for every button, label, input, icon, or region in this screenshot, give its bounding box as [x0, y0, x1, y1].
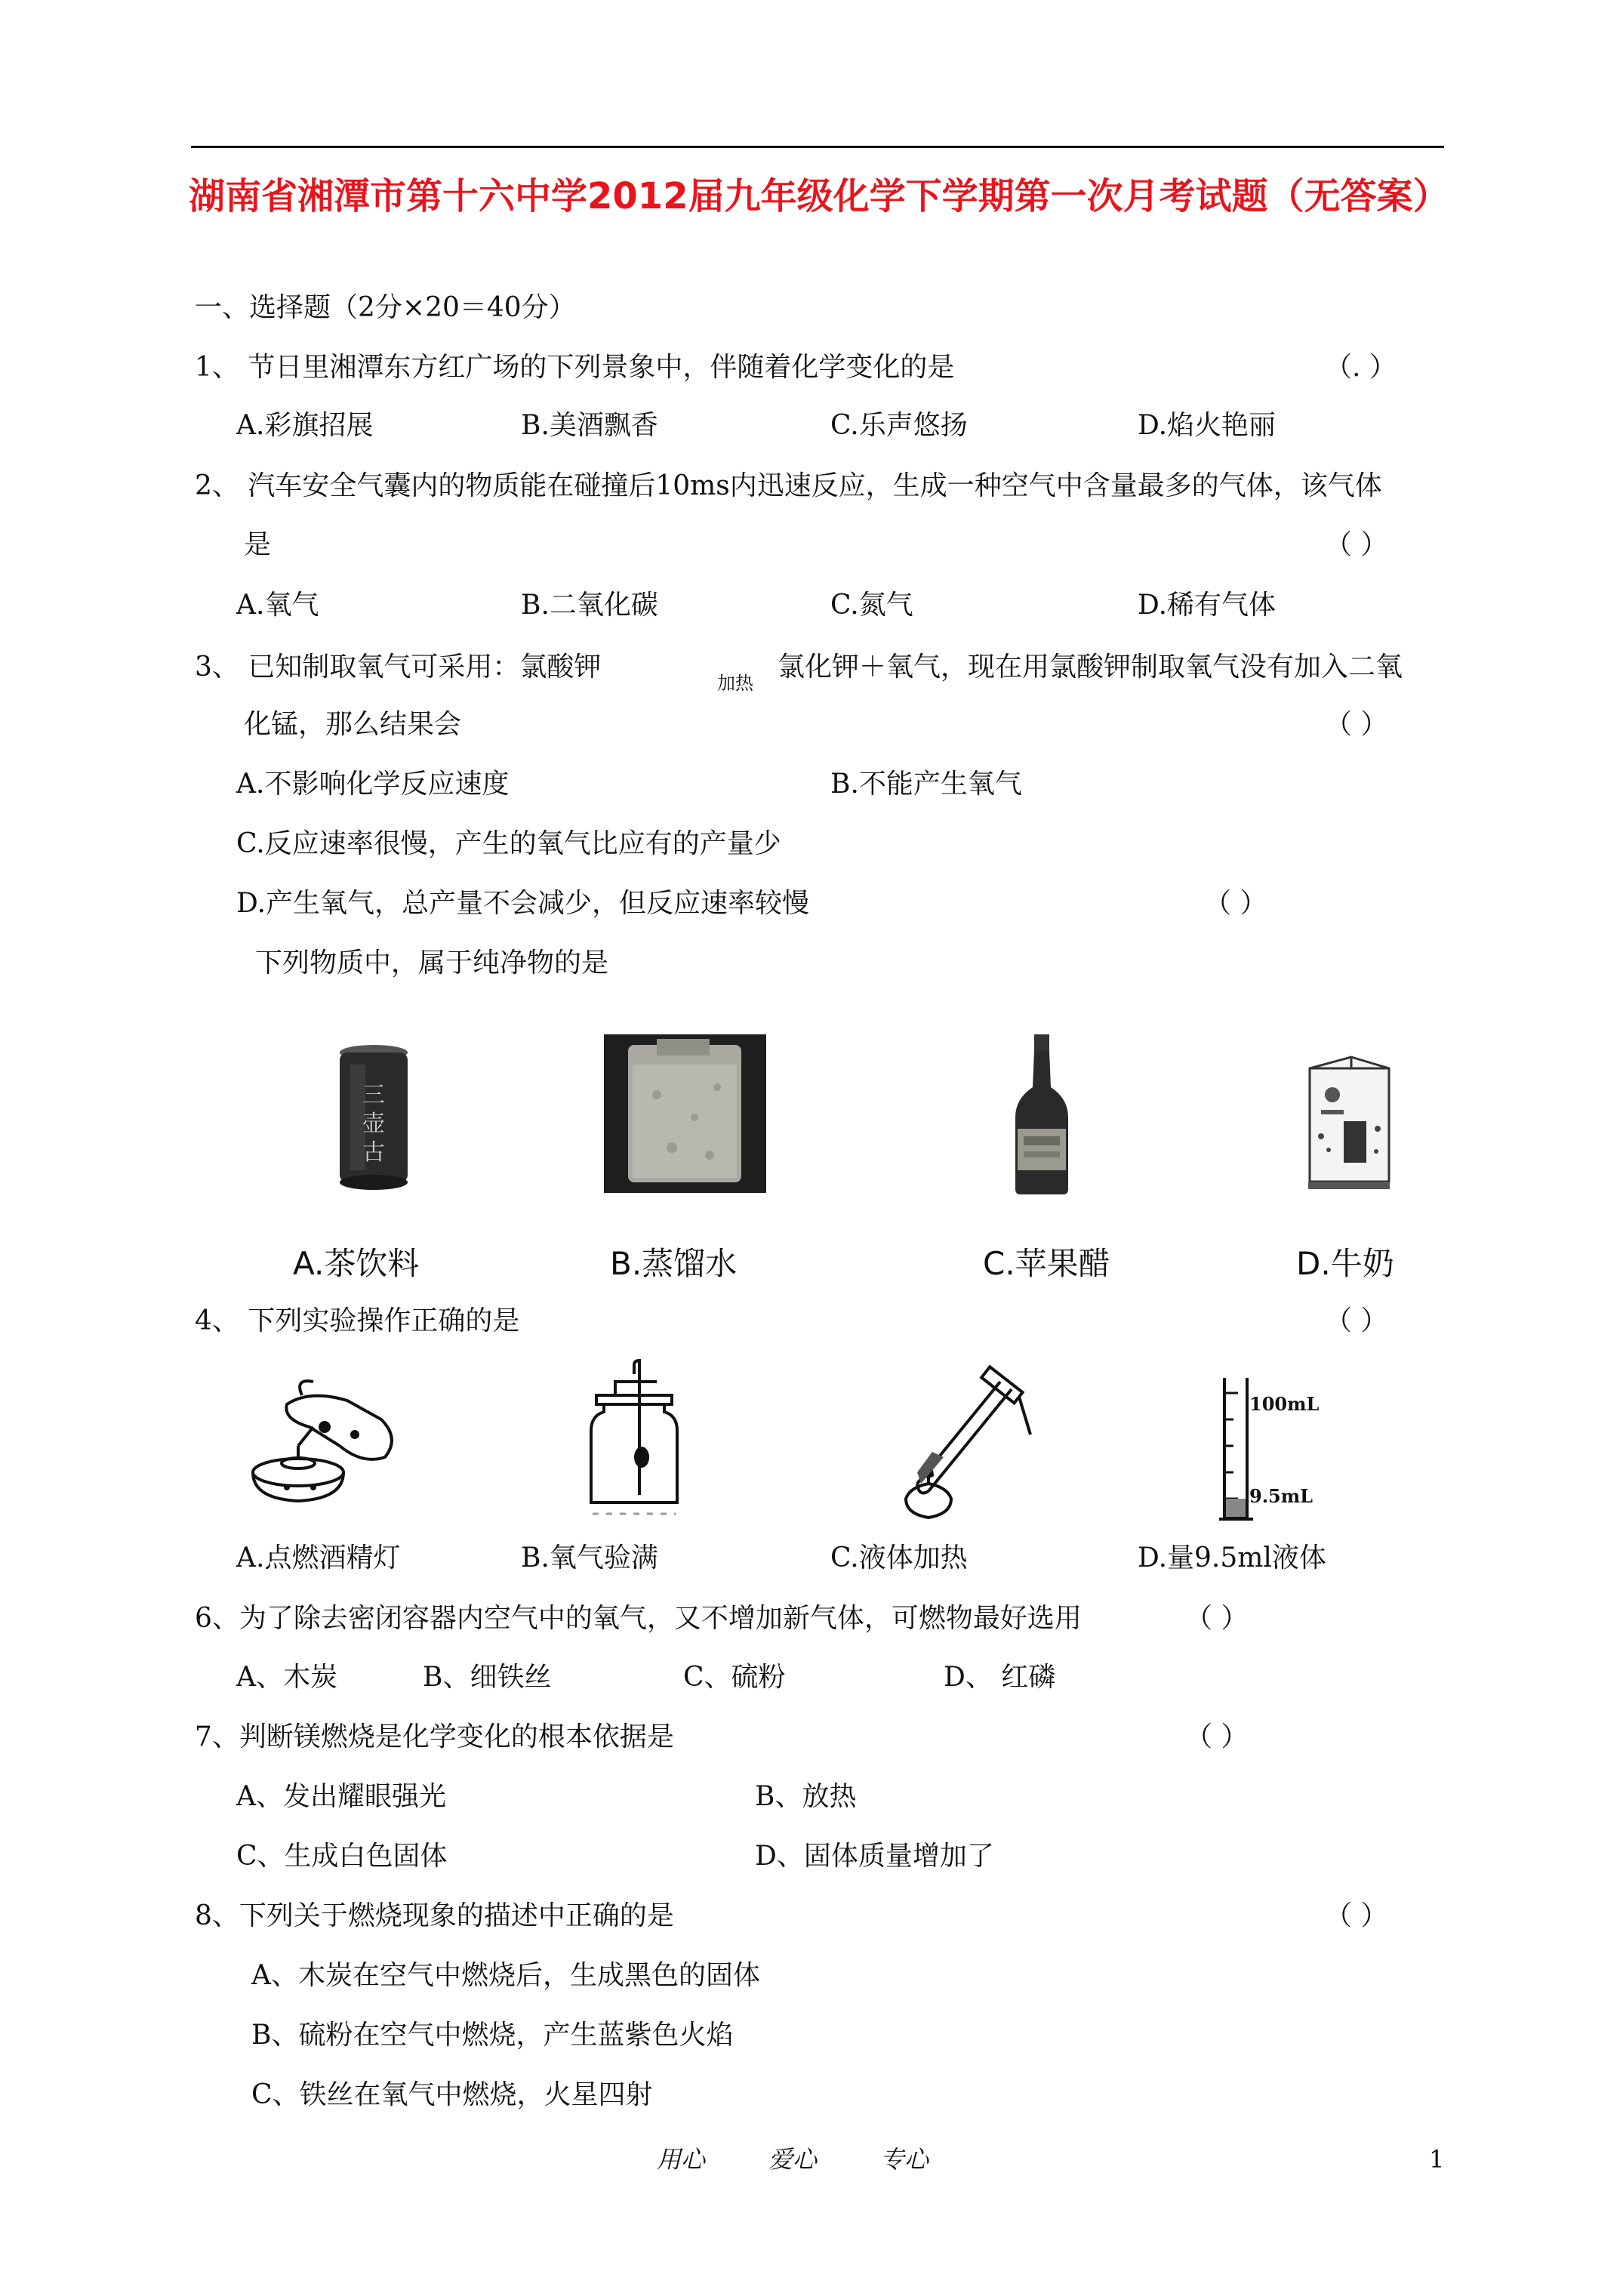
q3-option-d-bracket: （ ）: [1204, 888, 1267, 919]
q8-stem: 8、下列关于燃烧现象的描述中正确的是: [195, 1900, 674, 1931]
q6-answer-bracket: （ ）: [1185, 1603, 1249, 1634]
q3-stem-part1: 3、 已知制取氧气可采用：氯酸钾: [195, 652, 602, 683]
section-heading: 一、选择题（2分×20＝40分）: [195, 292, 576, 323]
q4-option-b: B.氧气验满: [521, 1542, 658, 1573]
q7-option-d: D、固体质量增加了: [755, 1841, 994, 1872]
q6-option-c: C、硫粉: [683, 1662, 786, 1693]
pure-caption-d: D.牛奶: [1296, 1245, 1394, 1282]
q2-option-b: B.二氧化碳: [521, 590, 658, 621]
q8-option-c: C、铁丝在氧气中燃烧，火星四射: [251, 2079, 653, 2110]
q4-option-c: C.液体加热: [830, 1542, 968, 1573]
distilled-water-image: [604, 1034, 766, 1193]
pure-substance-stem: 下列物质中，属于纯净物的是: [255, 948, 609, 978]
oxygen-full-check-diagram: [577, 1359, 691, 1521]
q1-option-a: A.彩旗招展: [236, 410, 374, 441]
q8-option-a: A、木炭在空气中燃烧后，生成黑色的固体: [251, 1960, 760, 1991]
footer-motto-2: 爱心: [768, 2145, 818, 2174]
footer-motto-3: 专心: [880, 2145, 929, 2174]
q7-stem: 7、判断镁燃烧是化学变化的根本依据是: [195, 1721, 674, 1752]
apple-vinegar-image: [1004, 1034, 1079, 1197]
q7-option-a: A、发出耀眼强光: [236, 1781, 446, 1812]
q4-answer-bracket: （ ）: [1325, 1305, 1388, 1336]
can-label-char-1: 三: [362, 1082, 385, 1108]
q6-option-a: A、木炭: [236, 1662, 337, 1693]
pure-caption-b: B.蒸馏水: [610, 1245, 738, 1282]
q2-stem: 2、 汽车安全气囊内的物质能在碰撞后10ms内迅速反应，生成一种空气中含量最多的气体，该气体: [195, 470, 1382, 501]
q2-option-d: D.稀有气体: [1138, 590, 1277, 621]
q8-option-b: B、硫粉在空气中燃烧，产生蓝紫色火焰: [251, 2020, 734, 2051]
q1-option-c: C.乐声悠扬: [830, 410, 968, 441]
can-label-char-2: 壶: [362, 1111, 385, 1137]
q2-answer-bracket: （ ）: [1325, 529, 1388, 560]
q7-option-b: B、放热: [755, 1781, 857, 1812]
liquid-heating-diagram: [887, 1363, 1038, 1521]
q2-stem-cont: 是: [244, 529, 272, 560]
q3-heat-condition: 加热: [717, 673, 753, 694]
footer-motto-1: 用心: [657, 2145, 706, 2174]
tea-can-image: [325, 1042, 423, 1193]
milk-carton-image: [1302, 1053, 1397, 1193]
q3-stem-part2: 氯化钾＋氧气，现在用氯酸钾制取氧气没有加入二氧: [778, 652, 1403, 683]
q6-option-b: B、细铁丝: [423, 1662, 552, 1693]
can-label-char-3: 古: [362, 1139, 385, 1166]
q8-answer-bracket: （ ）: [1325, 1900, 1388, 1931]
q4-option-d: D.量9.5ml液体: [1138, 1542, 1326, 1573]
q3-option-b: B.不能产生氧气: [830, 769, 1022, 800]
q2-option-a: A.氧气: [236, 590, 319, 621]
q1-option-b: B.美酒飘香: [521, 410, 658, 441]
q1-answer-bracket: （. ）: [1325, 352, 1397, 383]
alcohol-lamp-lighting-diagram: [242, 1374, 408, 1510]
q6-stem: 6、为了除去密闭容器内空气中的氧气，又不增加新气体，可燃物最好选用: [195, 1603, 1082, 1634]
q4-stem: 4、 下列实验操作正确的是: [195, 1305, 520, 1336]
pure-caption-c: C.苹果醋: [983, 1245, 1110, 1282]
cylinder-label-bottom: 9.5mL: [1249, 1485, 1313, 1507]
cylinder-label-top: 100mL: [1249, 1393, 1320, 1415]
header-rule: [191, 146, 1444, 148]
q7-option-c: C、生成白色固体: [236, 1841, 448, 1872]
q2-option-c: C.氮气: [830, 590, 913, 621]
q3-option-a: A.不影响化学反应速度: [236, 769, 510, 800]
page-title: 湖南省湘潭市第十六中学2012届九年级化学下学期第一次月考试题（无答案）: [189, 175, 1449, 217]
q7-answer-bracket: （ ）: [1185, 1721, 1249, 1752]
q1-option-d: D.焰火艳丽: [1138, 410, 1277, 441]
q1-stem: 1、 节日里湘潭东方红广场的下列景象中，伴随着化学变化的是: [195, 352, 955, 383]
q3-option-d: D.产生氧气，总产量不会减少，但反应速率较慢: [236, 888, 810, 919]
q3-stem-cont: 化锰，那么结果会: [244, 709, 462, 740]
q3-answer-bracket: （ ）: [1325, 709, 1388, 740]
q6-option-d: D、 红磷: [944, 1662, 1056, 1693]
q4-option-a: A.点燃酒精灯: [236, 1542, 401, 1573]
q3-option-c: C.反应速率很慢，产生的氧气比应有的产量少: [236, 828, 781, 859]
page-number: 1: [1429, 2145, 1445, 2174]
pure-caption-a: A.茶饮料: [293, 1245, 420, 1282]
